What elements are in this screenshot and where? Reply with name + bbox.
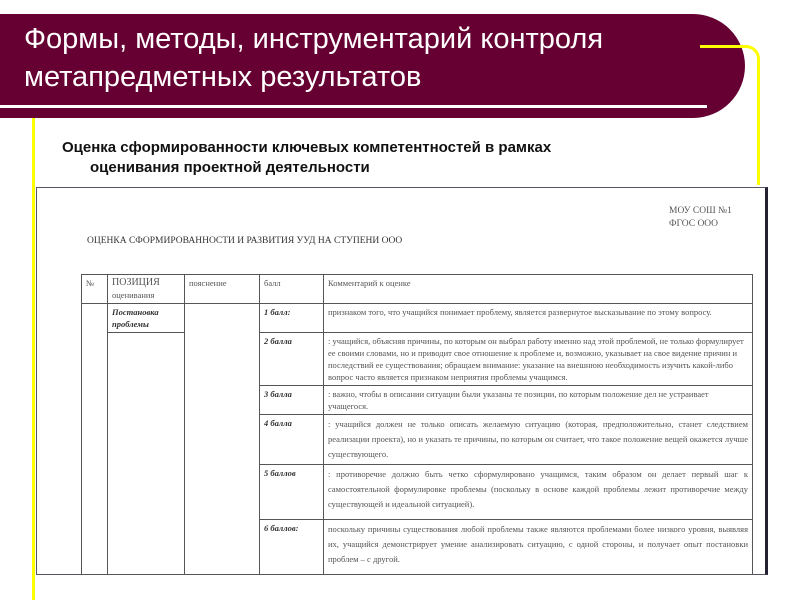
column-header: пояснение bbox=[185, 275, 260, 304]
assessment-table bbox=[81, 274, 753, 575]
document-image bbox=[36, 187, 768, 575]
school-name: МОУ СОШ №1 bbox=[669, 206, 732, 216]
points-cell: 1 балл: bbox=[260, 304, 324, 333]
title-underline bbox=[0, 105, 707, 108]
document-title: ОЦЕНКА СФОРМИРОВАННОСТИ И РАЗВИТИЯ УУД НА СТУПЕНИ ООО bbox=[87, 236, 403, 246]
position-cell bbox=[108, 304, 185, 333]
comment-cell: : противоречие должно быть четко сформулировано учащимся, таким образом он делает первый шаг к самостоятельной формулировке проблемы (поскольку в основе каждой проблемы лежит противоречие между существующей и идеальной ситуацией). bbox=[324, 465, 753, 520]
comment-cell: : важно, чтобы в описании ситуации были указаны те позиции, по которым положение дел не устраивает учащегося. bbox=[324, 386, 753, 415]
column-header: № bbox=[82, 275, 108, 304]
comment-cell: поскольку причины существования любой проблемы также являются проблемами более низкого уровня, выявляя их, учащийся демонстрирует умение анализировать ситуацию, с одной стороны, и получает опыт постановки проблем – с другой. bbox=[324, 520, 753, 575]
subtitle-line: оценивания проектной деятельности bbox=[90, 159, 370, 176]
column-header-text: ПОЗИЦИЯ bbox=[112, 277, 160, 288]
subtitle-line: Оценка сформированности ключевых компетентностей в рамках bbox=[62, 139, 552, 156]
title-line: метапредметных результатов bbox=[24, 61, 422, 93]
comment-cell: признаком того, что учащийся понимает проблему, является развернутое высказывание по этому вопросу. bbox=[324, 304, 753, 333]
slide-subtitle bbox=[62, 138, 551, 178]
comment-cell: : учащийся, объясняя причины, по которым он выбрал работу именно над этой проблемой, не только формулирует ее своими словами, но и приводит свое отношение к проблеме и, возможно, указывает на свое видение причин и последствий ее существования; обращаем внимание: указание на внешнюю необходимость изучить какой-либо вопрос часто является признаком неприятия проблемы учащимся. bbox=[324, 333, 753, 386]
table-row bbox=[82, 333, 753, 386]
table-row bbox=[82, 304, 753, 333]
points-cell: 4 балла bbox=[260, 415, 324, 465]
column-header: Комментарий к оценке bbox=[324, 275, 753, 304]
position-text: проблемы bbox=[112, 319, 149, 329]
points-cell: 2 балла bbox=[260, 333, 324, 386]
left-accent-line bbox=[32, 118, 35, 600]
points-cell: 3 балла bbox=[260, 386, 324, 415]
number-cell bbox=[82, 304, 108, 575]
explanation-cell bbox=[185, 304, 260, 575]
position-text: Постановка bbox=[112, 307, 159, 317]
position-cell bbox=[108, 333, 185, 575]
document-header bbox=[669, 205, 732, 231]
title-line: Формы, методы, инструментарий контроля bbox=[24, 23, 604, 55]
column-header-text: оценивания bbox=[112, 290, 155, 300]
right-accent-line bbox=[700, 45, 760, 185]
table-header-row bbox=[82, 275, 753, 304]
column-header bbox=[108, 275, 185, 304]
points-cell: 6 баллов: bbox=[260, 520, 324, 575]
points-cell: 5 баллов bbox=[260, 465, 324, 520]
comment-cell: : учащийся должен не только описать желаемую ситуацию (которая, предположительно, станет следствием реализации проекта), но и указать те причины, по которым он считает, что такое положение вещей окажется лучше существующего. bbox=[324, 415, 753, 465]
slide-title bbox=[24, 20, 603, 96]
standard-name: ФГОС ООО bbox=[669, 219, 719, 229]
column-header: балл bbox=[260, 275, 324, 304]
